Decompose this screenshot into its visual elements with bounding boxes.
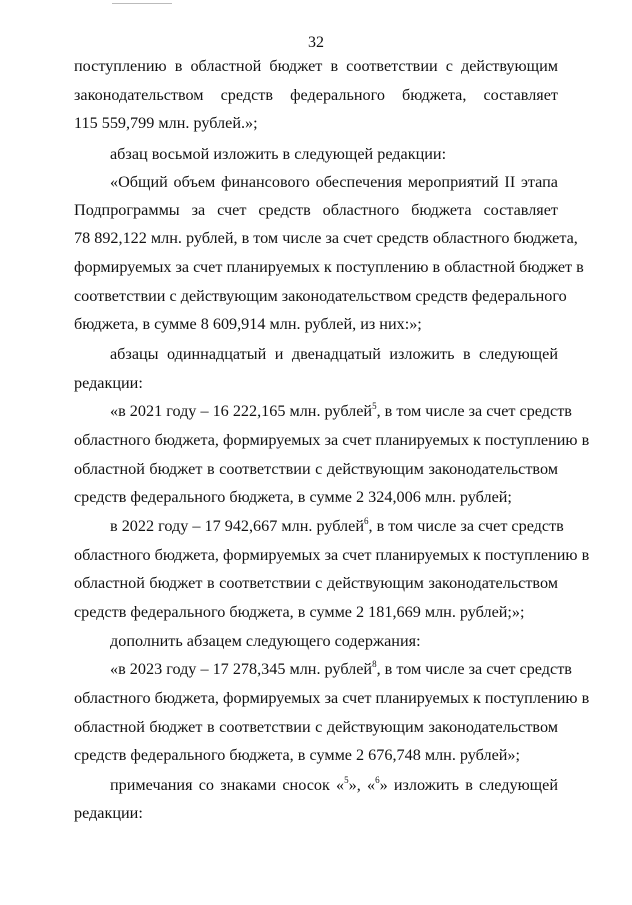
text-line: областной бюджет в соответствии с действующим законодательством xyxy=(74,718,558,736)
text-line: областного бюджета, формируемых за счет планируемых к поступлению в xyxy=(74,546,590,564)
footnote-ref: 6 xyxy=(375,774,380,785)
text-line: формируемых за счет планируемых к поступлению в областной бюджет в xyxy=(74,258,584,276)
text-line: соответствии с действующим законодательством средств федерального xyxy=(74,287,567,305)
text-line: 115 559,799 млн. рублей.»; xyxy=(74,114,258,132)
scan-artifact-line xyxy=(112,3,172,4)
page-number: 32 xyxy=(308,34,324,51)
text-line: Подпрограммы за счет средств областного бюджета составляет xyxy=(74,201,558,219)
text-line: 78 892,122 млн. рублей, в том числе за счет средств областного бюджета, xyxy=(74,229,578,247)
text-line: бюджета, в сумме 8 609,914 млн. рублей, из них:»; xyxy=(74,315,422,333)
text-line: в 2022 году – 17 942,667 млн. рублей$^6$, в том числе за счет средств xyxy=(110,515,564,535)
text-line: областной бюджет в соответствии с действующим законодательством xyxy=(74,460,558,478)
text-line: средств федерального бюджета, в сумме 2 676,748 млн. рублей»; xyxy=(74,746,521,764)
text-line: областной бюджет в соответствии с действующим законодательством xyxy=(74,574,558,592)
text-line: «в 2021 году – 16 222,165 млн. рублей$^5$, в том числе за счет средств xyxy=(110,400,572,420)
text-line: редакции: xyxy=(74,804,143,822)
text-line: редакции: xyxy=(74,374,143,392)
footnote-ref: 5 xyxy=(372,400,377,411)
text-line: «в 2023 году – 17 278,345 млн. рублей$^8$, в том числе за счет средств xyxy=(110,658,572,678)
text-line: областного бюджета, формируемых за счет планируемых к поступлению в xyxy=(74,689,590,707)
text-line: «Общий объем финансового обеспечения мероприятий II этапа xyxy=(110,173,558,191)
text-line: абзац восьмой изложить в следующей редакции: xyxy=(110,145,447,163)
text-line: областного бюджета, формируемых за счет планируемых к поступлению в xyxy=(74,431,590,449)
text-line: дополнить абзацем следующего содержания: xyxy=(110,632,421,650)
text-line: абзацы одиннадцатый и двенадцатый изложить в следующей xyxy=(110,345,558,363)
footnote-ref: 5 xyxy=(344,774,349,785)
text-line: законодательством средств федерального бюджета, составляет xyxy=(74,86,558,104)
text-line: средств федерального бюджета, в сумме 2 181,669 млн. рублей;»; xyxy=(74,603,525,621)
text-line: поступлению в областной бюджет в соответствии с действующим xyxy=(74,57,558,75)
text-line: примечания со знаками сносок «$^5$», «$^6$» изложить в следующей xyxy=(110,774,558,794)
text-line: средств федерального бюджета, в сумме 2 324,006 млн. рублей; xyxy=(74,488,512,506)
footnote-ref: 8 xyxy=(372,658,377,669)
footnote-ref: 6 xyxy=(363,515,369,526)
